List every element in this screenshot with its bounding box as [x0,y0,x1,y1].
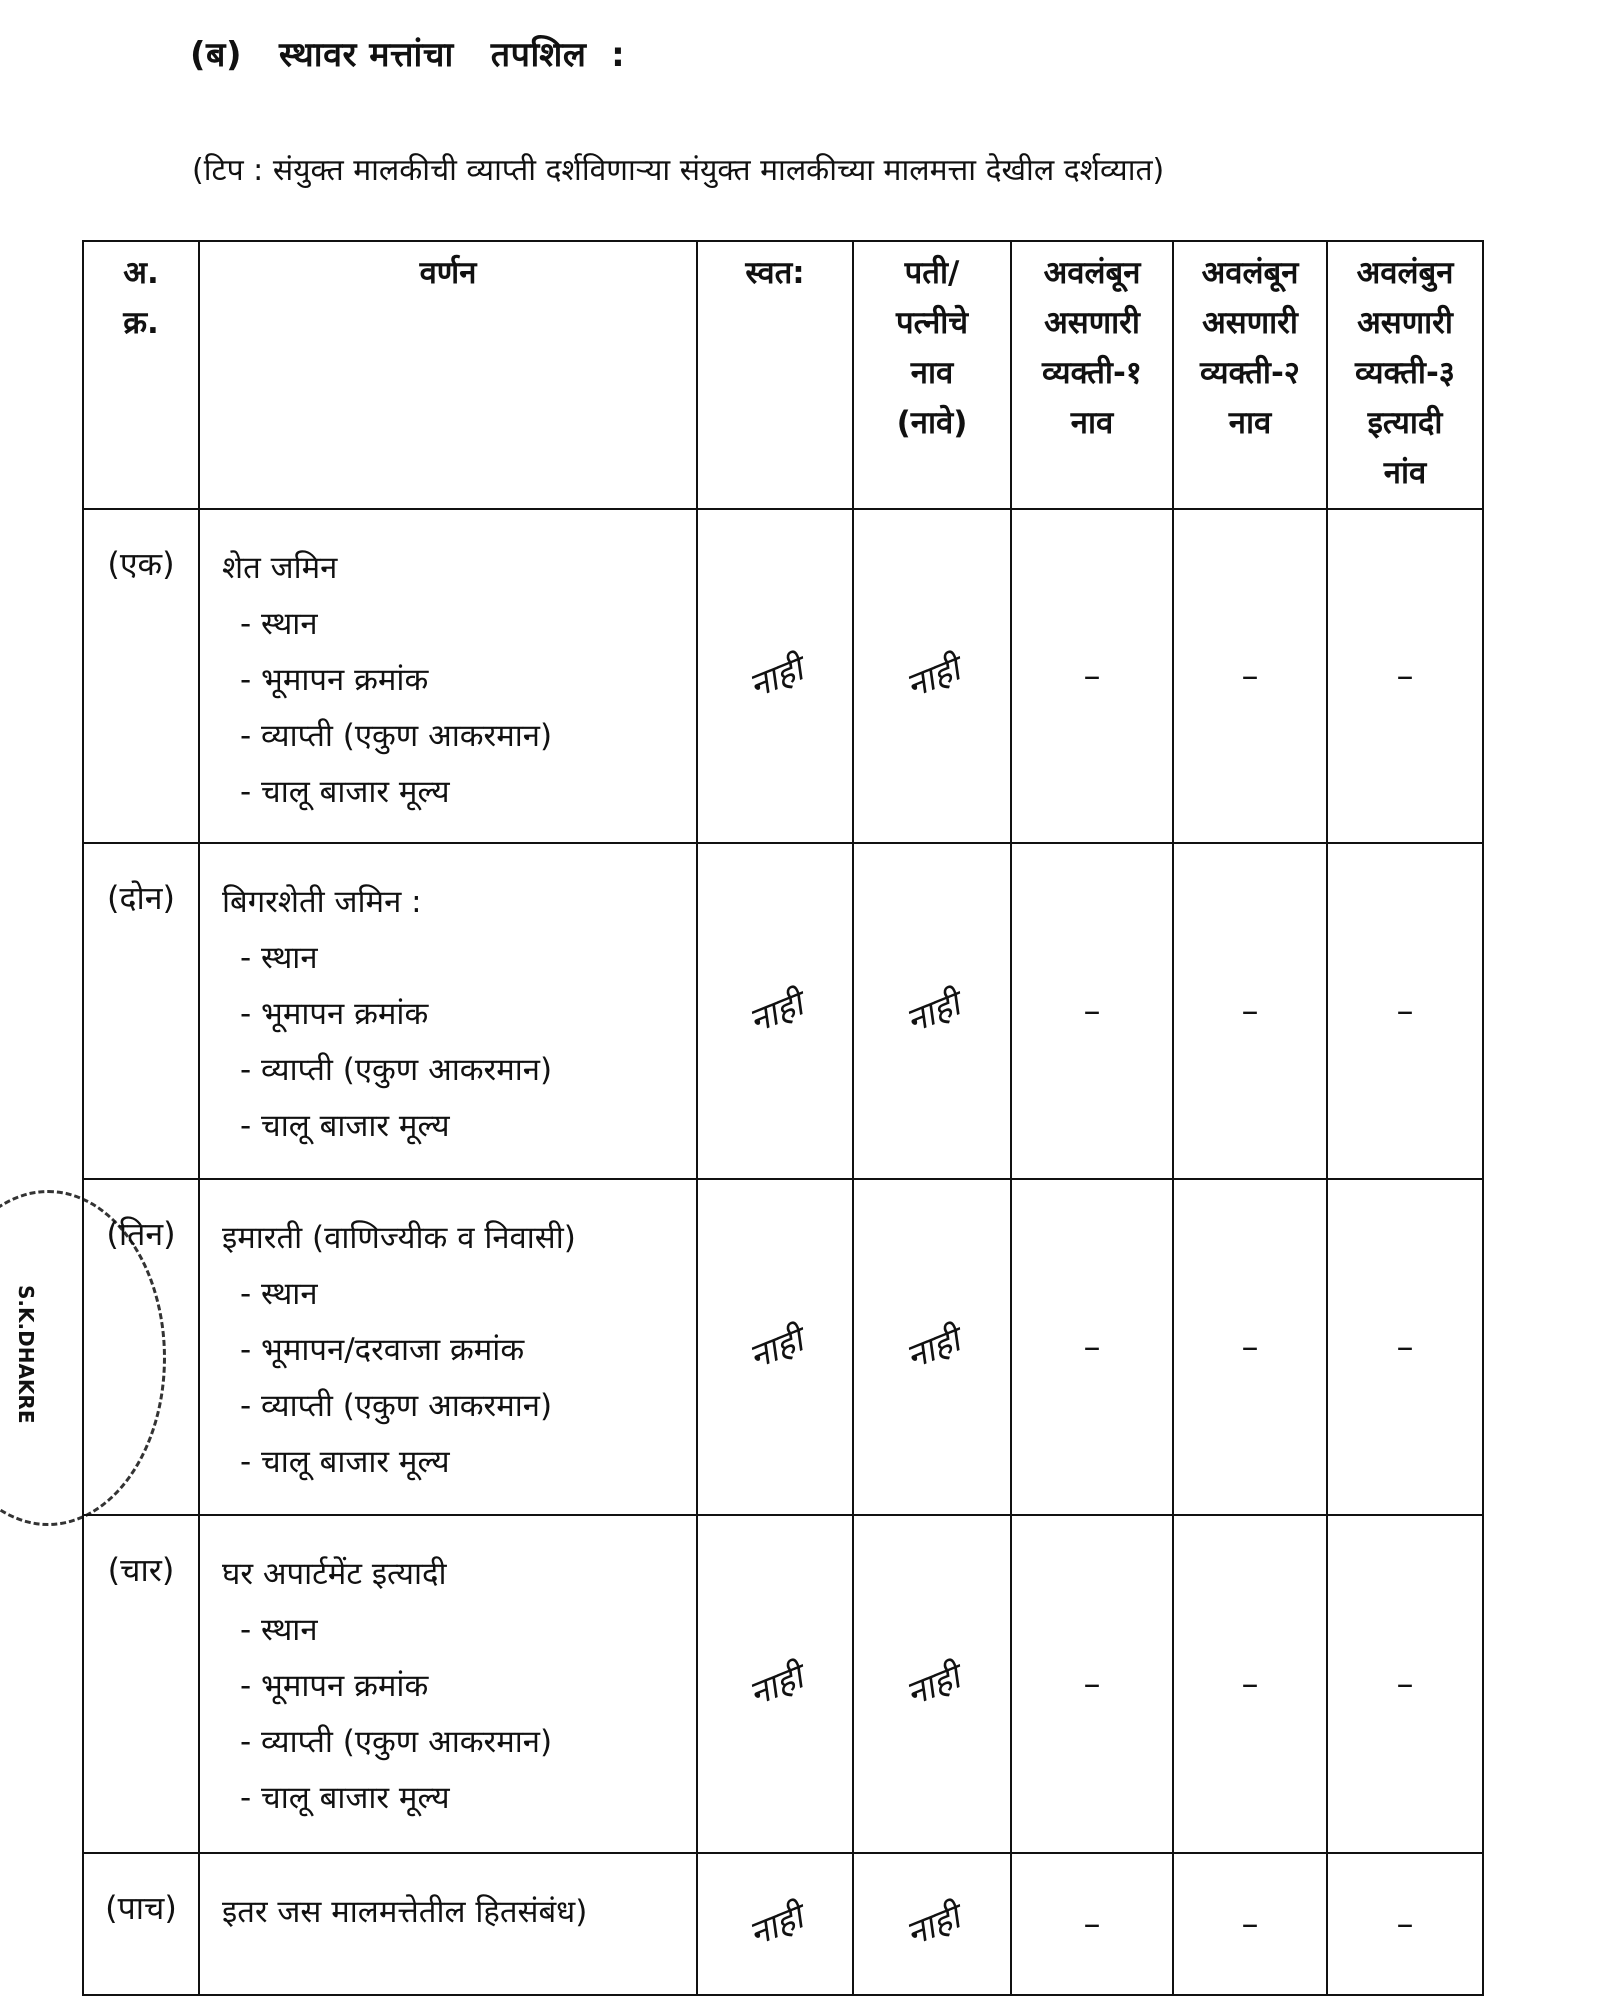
handwritten-self: नाही [697,1515,853,1853]
dependent-1-value: – [1011,1853,1173,1995]
row-description [199,1515,697,1853]
row-description [199,509,697,843]
dependent-2-value: – [1173,1179,1327,1515]
handwritten-self: नाही [697,843,853,1179]
header-description: वर्णन [199,241,697,509]
row-serial: (चार) [83,1515,199,1853]
row-item: - व्याप्ती (एकुण आकरमान) [240,1388,553,1424]
row-item: - व्याप्ती (एकुण आकरमान) [240,1724,553,1760]
row-item: - व्याप्ती (एकुण आकरमान) [240,718,553,754]
table-row [83,509,1483,843]
row-item: - स्थान [240,940,318,976]
handwritten-spouse: नाही [853,843,1011,1179]
dependent-3-value: – [1327,509,1483,843]
handwritten-spouse: नाही [853,509,1011,843]
row-title: शेत जमिन [222,550,338,586]
row-description [199,1853,697,1995]
table-row [83,1853,1483,1995]
header-dependent-2: अवलंबून असणारी व्यक्ती-२ नाव [1173,241,1327,509]
dependent-3-value: – [1327,1179,1483,1515]
handwritten-spouse: नाही [853,1515,1011,1853]
dependent-2-value: – [1173,509,1327,843]
handwritten-self: नाही [697,1853,853,1995]
table-row [83,1179,1483,1515]
row-serial: (एक) [83,509,199,843]
row-serial: (पाच) [83,1853,199,1995]
row-item: - भूमापन क्रमांक [240,662,429,698]
immovable-assets-table [82,240,1484,1996]
header-spouse: पती/ पत्नीचे नाव (नावे) [853,241,1011,509]
dependent-2-value: – [1173,1515,1327,1853]
row-item: - चालू बाजार मूल्य [240,1108,450,1144]
table-row [83,843,1483,1179]
row-item: - स्थान [240,606,318,642]
row-title: इमारती (वाणिज्यीक व निवासी) [222,1220,576,1256]
section-heading: (ब) स्थावर मत्तांचा तपशिल : [190,35,626,75]
stamp-text: S.K.DHAKRE [14,1285,38,1424]
dependent-3-value: – [1327,1853,1483,1995]
dependent-1-value: – [1011,509,1173,843]
dependent-1-value: – [1011,843,1173,1179]
dependent-3-value: – [1327,1515,1483,1853]
dependent-1-value: – [1011,1515,1173,1853]
row-item: - भूमापन/दरवाजा क्रमांक [240,1332,525,1368]
row-item: - चालू बाजार मूल्य [240,1444,450,1480]
note-text: (टिप : संयुक्त मालकीची व्याप्ती दर्शविणाऱ्या संयुक्त मालकीच्या मालमत्ता देखील दर्शव्यात) [192,153,1165,188]
dependent-1-value: – [1011,1179,1173,1515]
row-item: - भूमापन क्रमांक [240,1668,429,1704]
row-item: - स्थान [240,1612,318,1648]
row-title: इतर जस मालमत्तेतील हितसंबंध) [222,1894,588,1930]
row-title: बिगरशेती जमिन : [222,884,422,920]
dependent-2-value: – [1173,1853,1327,1995]
header-dependent-1: अवलंबून असणारी व्यक्ती-१ नाव [1011,241,1173,509]
row-item: - व्याप्ती (एकुण आकरमान) [240,1052,553,1088]
handwritten-spouse: नाही [853,1179,1011,1515]
row-description [199,843,697,1179]
header-serial: अ. क्र. [83,241,199,509]
row-serial: (तिन) [83,1179,199,1515]
handwritten-spouse: नाही [853,1853,1011,1995]
header-self: स्वत: [697,241,853,509]
row-item: - चालू बाजार मूल्य [240,774,450,810]
row-item: - भूमापन क्रमांक [240,996,429,1032]
row-description [199,1179,697,1515]
row-serial: (दोन) [83,843,199,1179]
header-row [83,241,1483,509]
dependent-3-value: – [1327,843,1483,1179]
table-row [83,1515,1483,1853]
handwritten-self: नाही [697,1179,853,1515]
dependent-2-value: – [1173,843,1327,1179]
header-dependent-3: अवलंबुन असणारी व्यक्ती-३ इत्यादी नांव [1327,241,1483,509]
row-item: - चालू बाजार मूल्य [240,1780,450,1816]
handwritten-self: नाही [697,509,853,843]
row-title: घर अपार्टमेंट इत्यादी [222,1556,447,1592]
row-item: - स्थान [240,1276,318,1312]
